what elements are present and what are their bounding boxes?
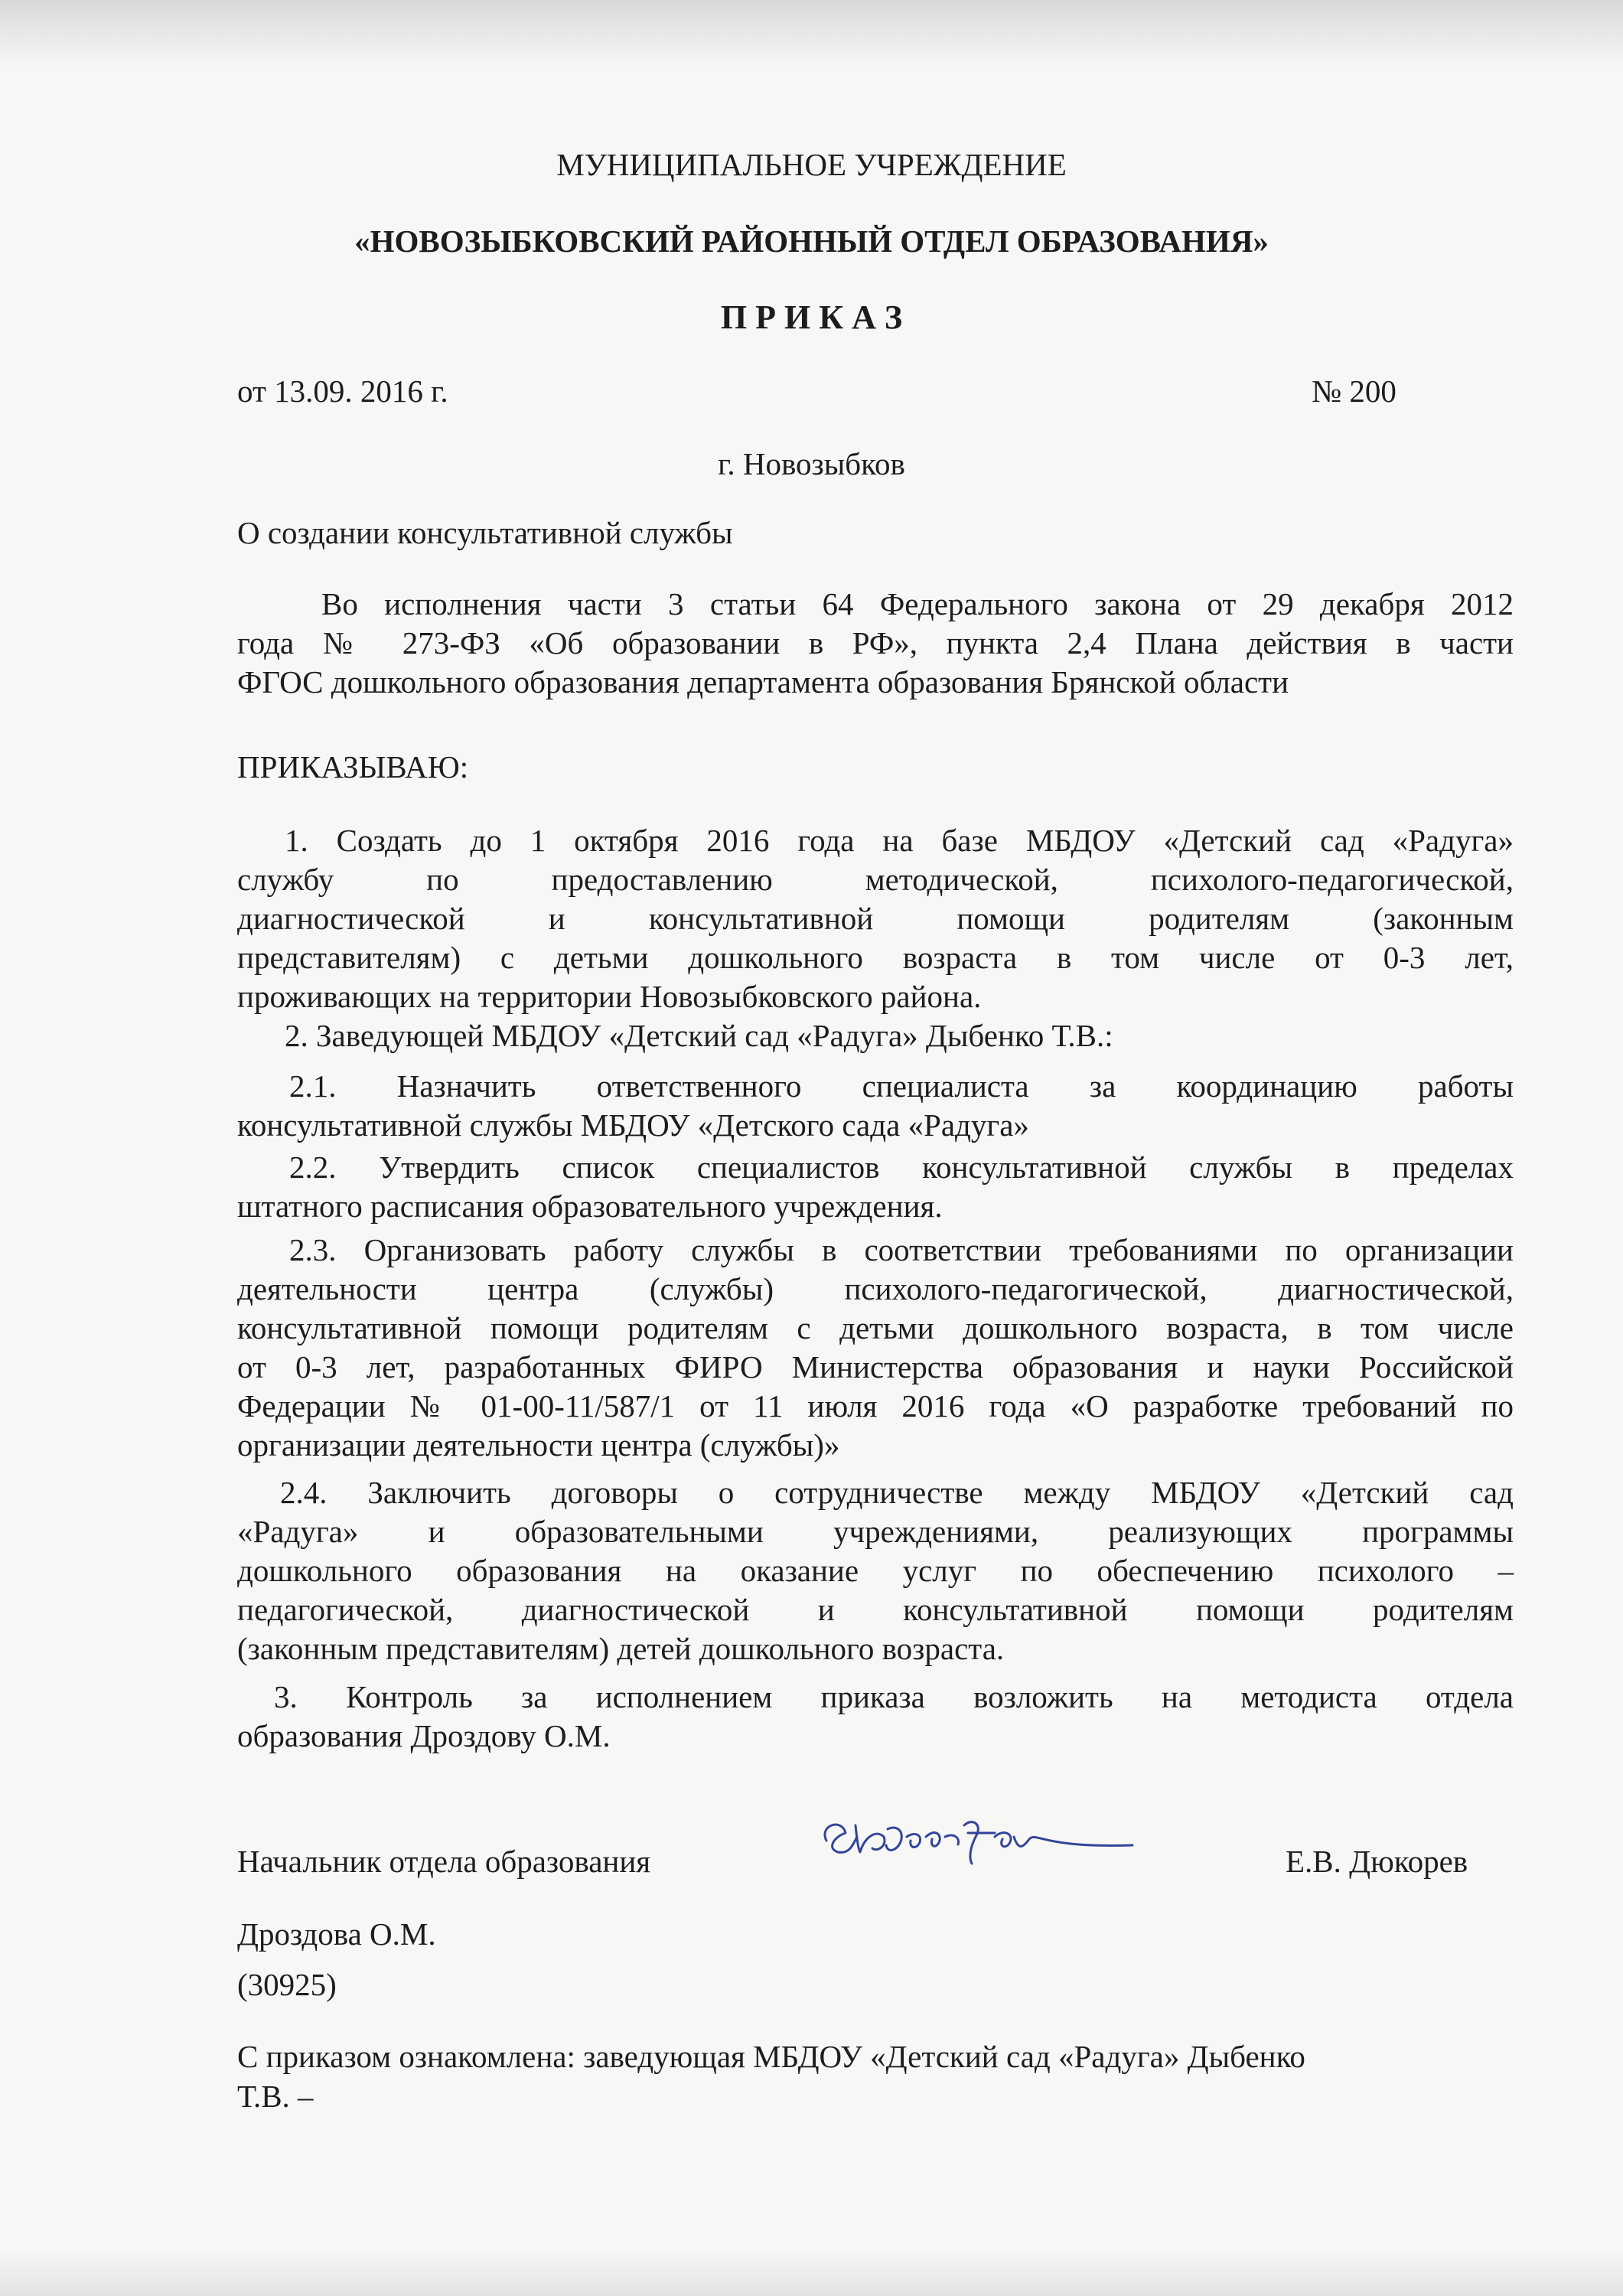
item-line: 3. Контроль за исполнением приказа возложить на методиста отдела — [274, 1679, 1514, 1714]
item-line: службу по предоставлению методической, психолого-педагогической, — [237, 862, 1514, 897]
preamble-line: ФГОС дошкольного образования департамента образования Брянской области — [237, 664, 1289, 700]
item-line: педагогической, диагностической и консультативной помощи родителям — [237, 1592, 1514, 1627]
item-line: 2.3. Организовать работу службы в соответствии требованиями по организации — [289, 1232, 1514, 1267]
item-line: штатного расписания образовательного учреждения. — [237, 1189, 943, 1224]
item-line: представителям) с детьми дошкольного возраста в том числе от 0-3 лет, — [237, 940, 1514, 975]
executor-phone: (30925) — [237, 1967, 337, 2002]
signatory-name: Е.В. Дюкорев — [1286, 1844, 1468, 1879]
institution-line-2: «НОВОЗЫБКОВСКИЙ РАЙОННЫЙ ОТДЕЛ ОБРАЗОВАНИЯ» — [354, 223, 1269, 259]
subject-line: О создании консультативной службы — [237, 515, 733, 550]
item-line: консультативной службы МБДОУ «Детского сада «Радуга» — [237, 1107, 1029, 1143]
doc-type-title: П Р И К А З — [720, 298, 903, 336]
item-line: Федерации № 01-00-11/587/1 от 11 июля 2016 года «О разработке требований по — [237, 1388, 1514, 1424]
item-line: проживающих на территории Новозыбковского района. — [237, 979, 982, 1014]
item-line: 2.1. Назначить ответственного специалиста за координацию работы — [289, 1068, 1514, 1104]
item-line: деятельности центра (службы) психолого-педагогической, диагностической, — [237, 1271, 1514, 1306]
scan-shadow-bottom — [0, 2250, 1623, 2296]
order-word: ПРИКАЗЫВАЮ: — [237, 749, 469, 784]
item-line: «Радуга» и образовательными учреждениями, реализующих программы — [237, 1514, 1514, 1549]
order-number: № 200 — [1312, 373, 1396, 409]
item-line: 2. Заведующей МБДОУ «Детский сад «Радуга» Дыбенко Т.В.: — [285, 1018, 1113, 1053]
executor-name: Дроздова О.М. — [237, 1916, 436, 1952]
item-line: 2.2. Утвердить список специалистов консультативной службы в пределах — [289, 1150, 1514, 1185]
item-line: диагностической и консультативной помощи родителям (законным — [237, 901, 1514, 936]
order-date: от 13.09. 2016 г. — [237, 373, 448, 409]
signatory-position: Начальник отдела образования — [237, 1844, 651, 1879]
city: г. Новозыбков — [718, 446, 905, 481]
item-line: 2.4. Заключить договоры о сотрудничестве между МБДОУ «Детский сад — [280, 1475, 1514, 1510]
handwritten-signature — [811, 1795, 1163, 1887]
acknowledgment-line: С приказом ознакомлена: заведующая МБДОУ «Детский сад «Радуга» Дыбенко — [237, 2039, 1305, 2074]
scan-shadow-top — [0, 0, 1623, 69]
item-line: от 0-3 лет, разработанных ФИРО Министерства образования и науки Российской — [237, 1349, 1514, 1384]
item-line: (законным представителям) детей дошкольного возраста. — [237, 1631, 1005, 1666]
acknowledgment-line: Т.В. – — [237, 2079, 314, 2114]
item-line: дошкольного образования на оказание услуг по обеспечению психолого – — [237, 1553, 1514, 1588]
item-line: образования Дроздову О.М. — [237, 1718, 611, 1753]
preamble-line: Во исполнения части 3 статьи 64 Федерального закона от 29 декабря 2012 — [321, 586, 1514, 621]
item-line: консультативной помощи родителям с детьми дошкольного возраста, в том числе — [237, 1310, 1514, 1345]
item-line: 1. Создать до 1 октября 2016 года на базе МБДОУ «Детский сад «Радуга» — [285, 823, 1514, 858]
institution-line-1: МУНИЦИПАЛЬНОЕ УЧРЕЖДЕНИЕ — [556, 147, 1067, 182]
item-line: организации деятельности центра (службы)» — [237, 1427, 840, 1463]
preamble-line: года № 273-ФЗ «Об образовании в РФ», пункта 2,4 Плана действия в части — [237, 625, 1514, 660]
